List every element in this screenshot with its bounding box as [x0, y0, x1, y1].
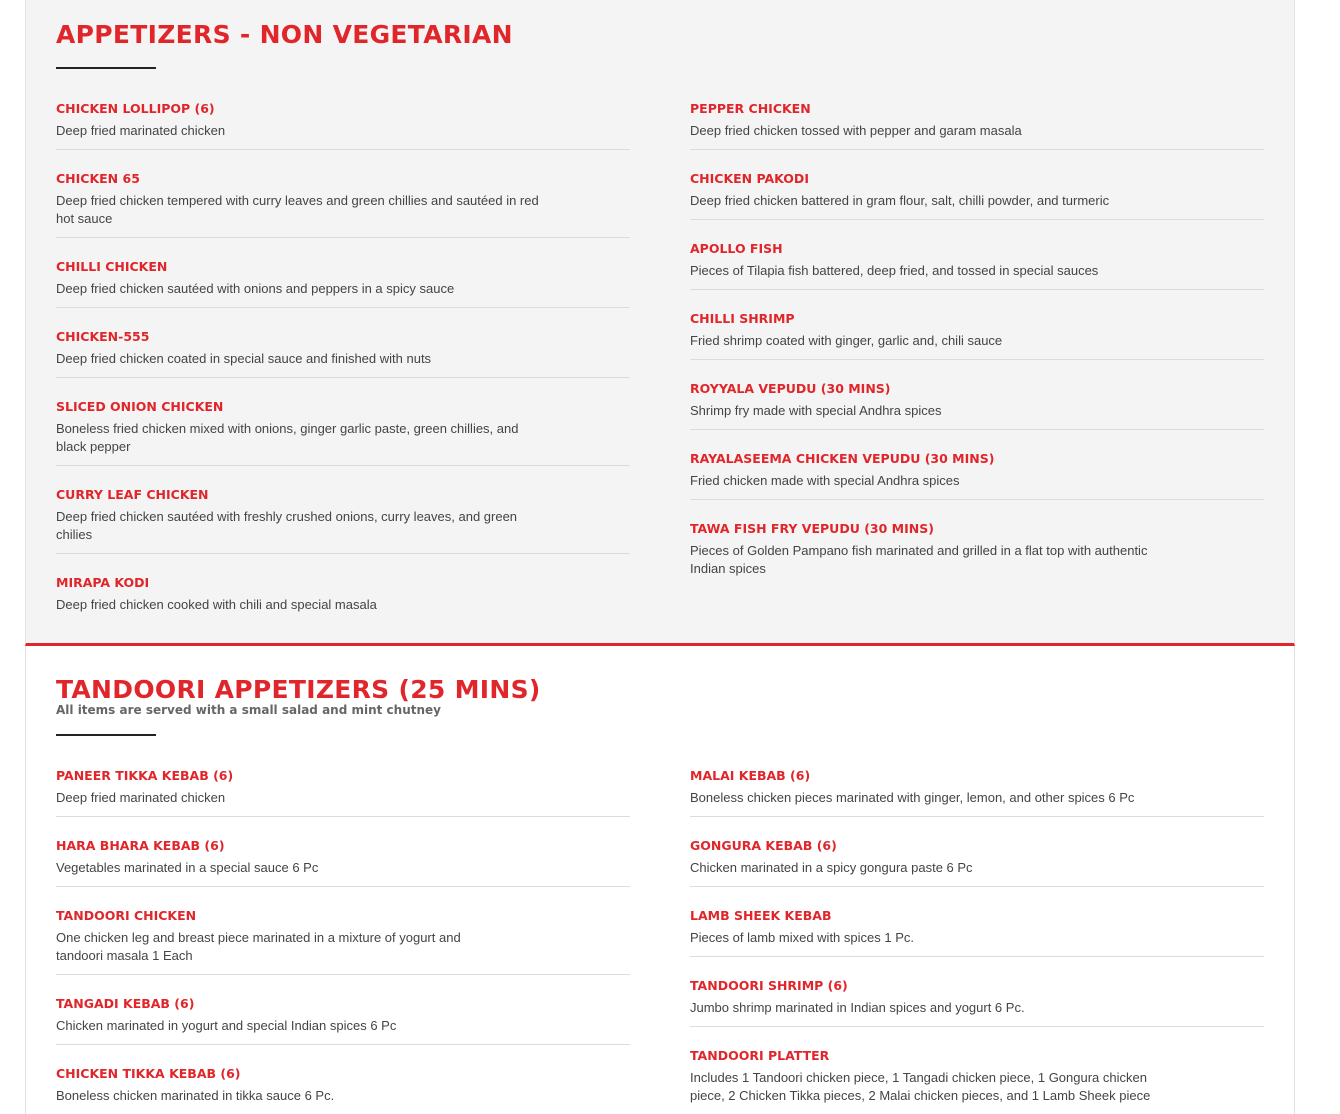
item-description: Pieces of Tilapia fish battered, deep fried, and tossed in special sauces [690, 263, 1099, 278]
menu-item [690, 451, 1264, 500]
menu-item [56, 329, 630, 378]
menu-item [56, 399, 630, 466]
item-description: Jumbo shrimp marinated in Indian spices and yogurt 6 Pc. [690, 1000, 1025, 1015]
menu-item [56, 171, 630, 238]
menu-item [690, 381, 1264, 430]
item-description: Pieces of lamb mixed with spices 1 Pc. [690, 930, 914, 945]
item-name: PEPPER CHICKEN [690, 101, 811, 116]
item-name: CHICKEN 65 [56, 171, 140, 186]
item-description: Chicken marinated in a spicy gongura paste 6 Pc [690, 860, 973, 875]
item-description: Shrimp fry made with special Andhra spices [690, 403, 942, 418]
menu-item [690, 908, 1264, 957]
item-name: CHICKEN LOLLIPOP (6) [56, 101, 215, 116]
menu-item [690, 311, 1264, 360]
item-description: Deep fried marinated chicken [56, 790, 226, 805]
menu-item [56, 908, 630, 975]
item-name: TAWA FISH FRY VEPUDU (30 MINS) [690, 521, 934, 536]
item-description: Deep fried chicken battered in gram flour, salt, chilli powder, and turmeric [690, 193, 1110, 208]
menu-item [690, 521, 1264, 588]
item-name: TANGADI KEBAB (6) [56, 996, 195, 1011]
item-name: MALAI KEBAB (6) [690, 768, 811, 783]
item-name: CHICKEN-555 [56, 329, 150, 344]
item-description: Deep fried marinated chicken [56, 123, 226, 138]
menu-item [56, 838, 630, 887]
item-description: Fried shrimp coated with ginger, garlic and, chili sauce [690, 333, 1003, 348]
item-name: TANDOORI SHRIMP (6) [690, 978, 848, 993]
tandoori-appetizers-section [25, 646, 1295, 1114]
menu-item [690, 978, 1264, 1027]
item-name: PANEER TIKKA KEBAB (6) [56, 768, 234, 783]
menu-item [56, 1066, 630, 1114]
title-underline [56, 67, 156, 69]
item-description: Pieces of Golden Pampano fish marinated and grilled in a flat top with authentic Indian spices [690, 543, 1148, 576]
item-description: Boneless chicken marinated in tikka sauce 6 Pc. [56, 1088, 335, 1103]
item-name: TANDOORI PLATTER [690, 1048, 830, 1063]
item-description: Deep fried chicken cooked with chili and special masala [56, 597, 377, 612]
item-description: Fried chicken made with special Andhra spices [690, 473, 960, 488]
section-title: APPETIZERS - NON VEGETARIAN [56, 20, 513, 49]
item-description: Deep fried chicken tossed with pepper and garam masala [690, 123, 1022, 138]
item-name: CHILLI SHRIMP [690, 311, 795, 326]
menu-item [690, 1048, 1264, 1114]
item-name: MIRAPA KODI [56, 575, 150, 590]
item-description: Boneless chicken pieces marinated with ginger, lemon, and other spices 6 Pc [690, 790, 1135, 805]
item-name: CHICKEN TIKKA KEBAB (6) [56, 1066, 241, 1081]
item-description: One chicken leg and breast piece marinated in a mixture of yogurt and tandoori masala 1 Each [56, 930, 461, 963]
section-title: TANDOORI APPETIZERS (25 MINS) [56, 675, 541, 704]
menu-item [56, 996, 630, 1045]
menu-item [56, 101, 630, 150]
item-name: ROYYALA VEPUDU (30 MINS) [690, 381, 891, 396]
item-name: SLICED ONION CHICKEN [56, 399, 224, 414]
item-description: Boneless fried chicken mixed with onions, ginger garlic paste, green chillies, and black pepper [56, 421, 519, 454]
item-description: Vegetables marinated in a special sauce 6 Pc [56, 860, 319, 875]
item-description: Deep fried chicken sautéed with freshly crushed onions, curry leaves, and green chilies [56, 509, 518, 542]
item-description: Includes 1 Tandoori chicken piece, 1 Tangadi chicken piece, 1 Gongura chicken piece, 2 Chicken Tikka pieces, 2 Malai chicken pieces, and 1 Lamb Sheek piece [690, 1070, 1151, 1103]
menu-item [690, 101, 1264, 150]
menu-item [690, 838, 1264, 887]
item-description: Chicken marinated in yogurt and special Indian spices 6 Pc [56, 1018, 397, 1033]
item-name: LAMB SHEEK KEBAB [690, 908, 832, 923]
item-description: Deep fried chicken tempered with curry leaves and green chillies and sautéed in red hot sauce [56, 193, 539, 226]
section-subtitle: All items are served with a small salad and mint chutney [56, 703, 441, 717]
item-name: APOLLO FISH [690, 241, 783, 256]
title-underline [56, 734, 156, 736]
appetizers-non-veg-section [25, 0, 1295, 646]
menu-item [56, 259, 630, 308]
item-name: CHICKEN PAKODI [690, 171, 809, 186]
item-description: Deep fried chicken sautéed with onions and peppers in a spicy sauce [56, 281, 455, 296]
menu-item [690, 241, 1264, 290]
item-description: Deep fried chicken coated in special sauce and finished with nuts [56, 351, 432, 366]
item-name: TANDOORI CHICKEN [56, 908, 197, 923]
item-name: GONGURA KEBAB (6) [690, 838, 837, 853]
menu-item [56, 575, 630, 620]
menu-item [56, 768, 630, 817]
item-name: HARA BHARA KEBAB (6) [56, 838, 225, 853]
menu-item [690, 768, 1264, 817]
item-name: CURRY LEAF CHICKEN [56, 487, 209, 502]
menu-item [56, 487, 630, 554]
item-name: CHILLI CHICKEN [56, 259, 168, 274]
item-name: RAYALASEEMA CHICKEN VEPUDU (30 MINS) [690, 451, 995, 466]
menu-item [690, 171, 1264, 220]
